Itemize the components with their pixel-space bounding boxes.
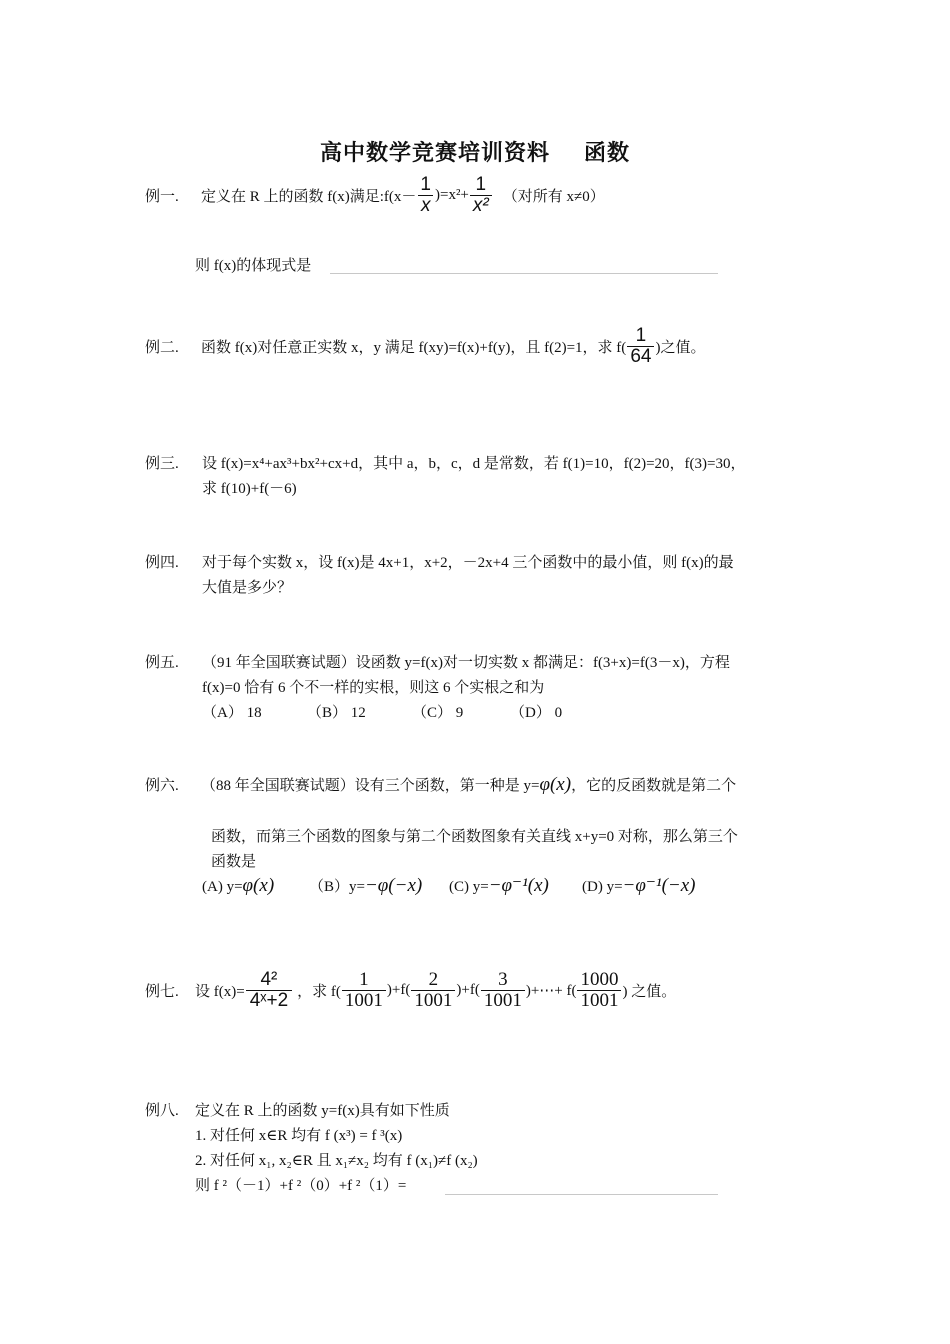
ex7-t3-den: 1001 xyxy=(481,990,525,1011)
ex7-label: 例七. xyxy=(145,983,179,1000)
title-topic: 函数 xyxy=(584,140,631,165)
ex7-t3-num: 3 xyxy=(498,969,508,990)
ex1-frac1-den: x xyxy=(418,195,434,216)
ex7-t4-num: 1000 xyxy=(580,969,619,990)
ex6-option-c[interactable] xyxy=(449,874,582,897)
ex8-label: 例八. xyxy=(145,1103,179,1119)
ex8-item1: 1. 对任何 x∈R 均有 f (x³) = f ³(x) xyxy=(195,1128,403,1144)
ex1-label: 例一. xyxy=(145,188,179,205)
ex1-pre: 定义在 R 上的函数 f(x)满足:f(x－ xyxy=(201,188,417,205)
ex8-item2: 2. 对任何 x₁, x₂∈R 且 x₁≠x₂ 均有 f (x₁)≠f (x₂) xyxy=(195,1153,478,1169)
ex7-pre: 设 f(x)= xyxy=(195,983,245,1000)
ex7-plus2: )+f( xyxy=(456,981,480,998)
ex2-pre: 函数 f(x)对任意正实数 x，y 满足 f(xy)=f(x)+f(y)，且 f(2)=1，求 f( xyxy=(201,339,627,356)
ex5-label: 例五. xyxy=(145,655,179,671)
ex6-option-c-expr: −φ⁻¹(x) xyxy=(488,875,549,896)
ex6-option-a[interactable] xyxy=(202,875,309,897)
ex7-t4-den: 1001 xyxy=(577,990,621,1011)
example-1 xyxy=(145,175,605,216)
ex2-frac-den: 64 xyxy=(627,346,654,367)
ex1-answer-blank[interactable] xyxy=(330,272,718,274)
ex3-label: 例三. xyxy=(145,456,179,472)
ex6-option-b[interactable] xyxy=(309,875,449,897)
ex7-f-num: 4² xyxy=(260,969,278,990)
example-6 xyxy=(145,774,736,796)
ex1-post: （对所有 x≠0） xyxy=(502,188,605,205)
ex7-t1-den: 1001 xyxy=(342,990,386,1011)
ex2-label: 例二. xyxy=(145,339,179,356)
ex7-term3 xyxy=(481,970,525,1011)
ex8-answer-blank[interactable] xyxy=(445,1193,718,1195)
ex7-t2-den: 1001 xyxy=(411,990,455,1011)
ex5-option-a[interactable]: （A） 18 xyxy=(202,705,262,721)
ex7-t2-num: 2 xyxy=(428,969,439,990)
ex6-option-d-expr: −φ⁻¹(−x) xyxy=(622,875,696,896)
ex4-line1: 对于每个实数 x，设 f(x)是 4x+1，x+2，－2x+4 三个函数中的最小值，则 f(x)的最 xyxy=(202,555,734,571)
ex1-mid: )=x²+ xyxy=(434,186,469,203)
ex3-line2: 求 f(10)+f(－6) xyxy=(202,481,297,497)
ex7-term2 xyxy=(411,970,455,1011)
ex7-plus1: )+f( xyxy=(386,981,411,998)
ex3-line1: 设 f(x)=x⁴+ax³+bx²+cx+d，其中 a，b，c，d 是常数，若 f(1)=10，f(2)=20，f(3)=30， xyxy=(202,456,746,472)
ex4-label: 例四. xyxy=(145,555,179,571)
ex1-line2: 则 f(x)的体现式是 xyxy=(195,258,312,274)
ex8-line4: 则 f ²（－1）+f ²（0）+f ²（1）= xyxy=(195,1178,407,1194)
ex7-term1 xyxy=(342,970,386,1011)
example-2 xyxy=(145,326,705,367)
ex7-mid: ，求 f( xyxy=(297,983,341,1000)
ex5-option-c[interactable]: （C） 9 xyxy=(412,705,464,721)
ex6-option-b-expr: −φ(−x) xyxy=(364,875,423,896)
ex5-line1: （91 年全国联赛试题）设函数 y=f(x)对一切实数 x 都满足：f(3+x)=f(3－x)，方程 xyxy=(202,655,730,671)
ex1-frac2-num: 1 xyxy=(475,174,487,195)
ex6-line1-pre: （88 年全国联赛试题）设有三个函数，第一种是 y= xyxy=(201,778,540,794)
ex6-options xyxy=(202,874,696,897)
ex6-label: 例六. xyxy=(145,778,179,794)
ex6-phi-x: φ(x) xyxy=(539,774,572,795)
ex6-line1-post: ，它的反函数就是第二个 xyxy=(571,778,737,794)
title-main: 高中数学竞赛培训资料 xyxy=(319,140,550,165)
ex1-frac2-den: x² xyxy=(470,195,492,216)
page-title xyxy=(0,136,950,167)
ex6-option-d-label: (D) y= xyxy=(582,879,623,895)
ex6-option-d[interactable] xyxy=(582,874,696,897)
ex2-post: )之值。 xyxy=(655,339,706,356)
ex6-option-b-label: （B）y= xyxy=(309,879,365,895)
ex7-t1-num: 1 xyxy=(359,969,369,990)
ex2-frac xyxy=(627,326,654,367)
ex5-option-d[interactable]: （D） 0 xyxy=(510,705,563,721)
ex4-line2: 大值是多少？ xyxy=(202,580,293,596)
ex7-f-frac xyxy=(246,970,292,1011)
ex7-post: ) 之值。 xyxy=(622,983,677,1000)
ex2-frac-num: 1 xyxy=(635,325,647,346)
ex8-line1: 定义在 R 上的函数 y=f(x)具有如下性质 xyxy=(195,1103,450,1119)
ex6-line2: 函数，而第三个函数的图象与第二个函数图象有关直线 x+y=0 对称，那么第三个 xyxy=(211,829,738,845)
ex1-frac1 xyxy=(417,175,434,216)
ex6-option-a-label: (A) y= xyxy=(202,879,243,895)
ex5-option-b[interactable]: （B） 12 xyxy=(307,705,366,721)
ex6-option-a-expr: φ(x) xyxy=(242,875,275,896)
ex7-f-den: 4ˣ+2 xyxy=(246,990,292,1011)
ex7-plus3: )+⋯+ f( xyxy=(525,982,577,999)
ex1-frac1-num: 1 xyxy=(420,174,431,195)
ex6-option-c-label: (C) y= xyxy=(449,879,489,895)
ex5-line2: f(x)=0 恰有 6 个不一样的实根，则这 6 个实根之和为 xyxy=(202,680,545,696)
ex5-options xyxy=(202,701,562,722)
example-7 xyxy=(145,970,676,1011)
ex7-term4 xyxy=(577,970,621,1011)
ex1-frac2 xyxy=(470,175,492,216)
ex6-line3: 函数是 xyxy=(211,854,257,870)
